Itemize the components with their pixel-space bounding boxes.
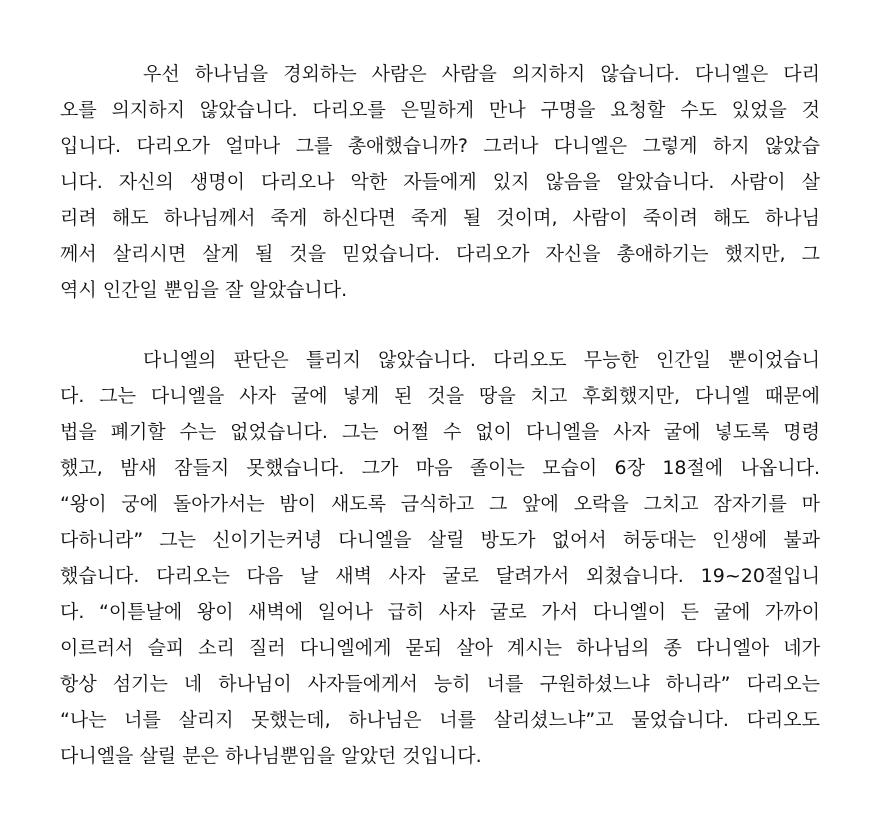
paragraph-2 — [60, 342, 820, 774]
text-line: 법을 폐기할 수는 없었습니다. 그는 어쩔 수 없이 다니엘을 사자 굴에 넣도록 명령 — [60, 421, 820, 443]
paragraph-1 — [60, 56, 820, 308]
text-line: 다니엘을 살릴 분은 하나님뿐임을 알았던 것입니다. — [60, 745, 482, 767]
text-line: 다하니라” 그는 신이기는커녕 다니엘을 살릴 방도가 없어서 허둥대는 인생에 불과 — [60, 529, 820, 551]
text-line: “나는 너를 살리지 못했는데, 하나님은 너를 살리셨느냐”고 물었습니다. 다리오도 — [60, 709, 820, 731]
text-line: 항상 섬기는 네 하나님이 사자들에게서 능히 너를 구원하셨느냐 하니라” 다리오는 — [60, 673, 820, 695]
text-line: 우선 하나님을 경외하는 사람은 사람을 의지하지 않습니다. 다니엘은 다리 — [143, 63, 820, 85]
text-line: “왕이 궁에 돌아가서는 밤이 새도록 금식하고 그 앞에 오락을 그치고 잠자기를 마 — [60, 493, 820, 515]
text-line: 니다. 자신의 생명이 다리오나 악한 자들에게 있지 않음을 알았습니다. 사람이 살 — [60, 171, 820, 193]
text-line: 리려 해도 하나님께서 죽게 하신다면 죽게 될 것이며, 사람이 죽이려 해도 하나님 — [60, 207, 820, 229]
text-line: 했습니다. 다리오는 다음 날 새벽 사자 굴로 달려가서 외쳤습니다. 19~20절입니 — [60, 565, 820, 587]
text-line: 했고, 밤새 잠들지 못했습니다. 그가 마음 졸이는 모습이 6장 18절에 나옵니다. — [60, 457, 820, 479]
text-line: 께서 살리시면 살게 될 것을 믿었습니다. 다리오가 자신을 총애하기는 했지만, 그 — [60, 243, 820, 265]
text-line: 역시 인간일 뿐임을 잘 알았습니다. — [60, 279, 348, 301]
text-line: 이르러서 슬피 소리 질러 다니엘에게 묻되 살아 계시는 하나님의 종 다니엘아 네가 — [60, 637, 820, 659]
text-line: 다. 그는 다니엘을 사자 굴에 넣게 된 것을 땅을 치고 후회했지만, 다니엘 때문에 — [60, 385, 820, 407]
text-line: 오를 의지하지 않았습니다. 다리오를 은밀하게 만나 구명을 요청할 수도 있었을 것 — [60, 99, 820, 121]
text-line: 다. “이튿날에 왕이 새벽에 일어나 급히 사자 굴로 가서 다니엘이 든 굴에 가까이 — [60, 601, 820, 623]
text-line: 입니다. 다리오가 얼마나 그를 총애했습니까? 그러나 다니엘은 그렇게 하지 않았습 — [60, 135, 820, 157]
text-line: 다니엘의 판단은 틀리지 않았습니다. 다리오도 무능한 인간일 뿐이었습니 — [143, 349, 820, 371]
